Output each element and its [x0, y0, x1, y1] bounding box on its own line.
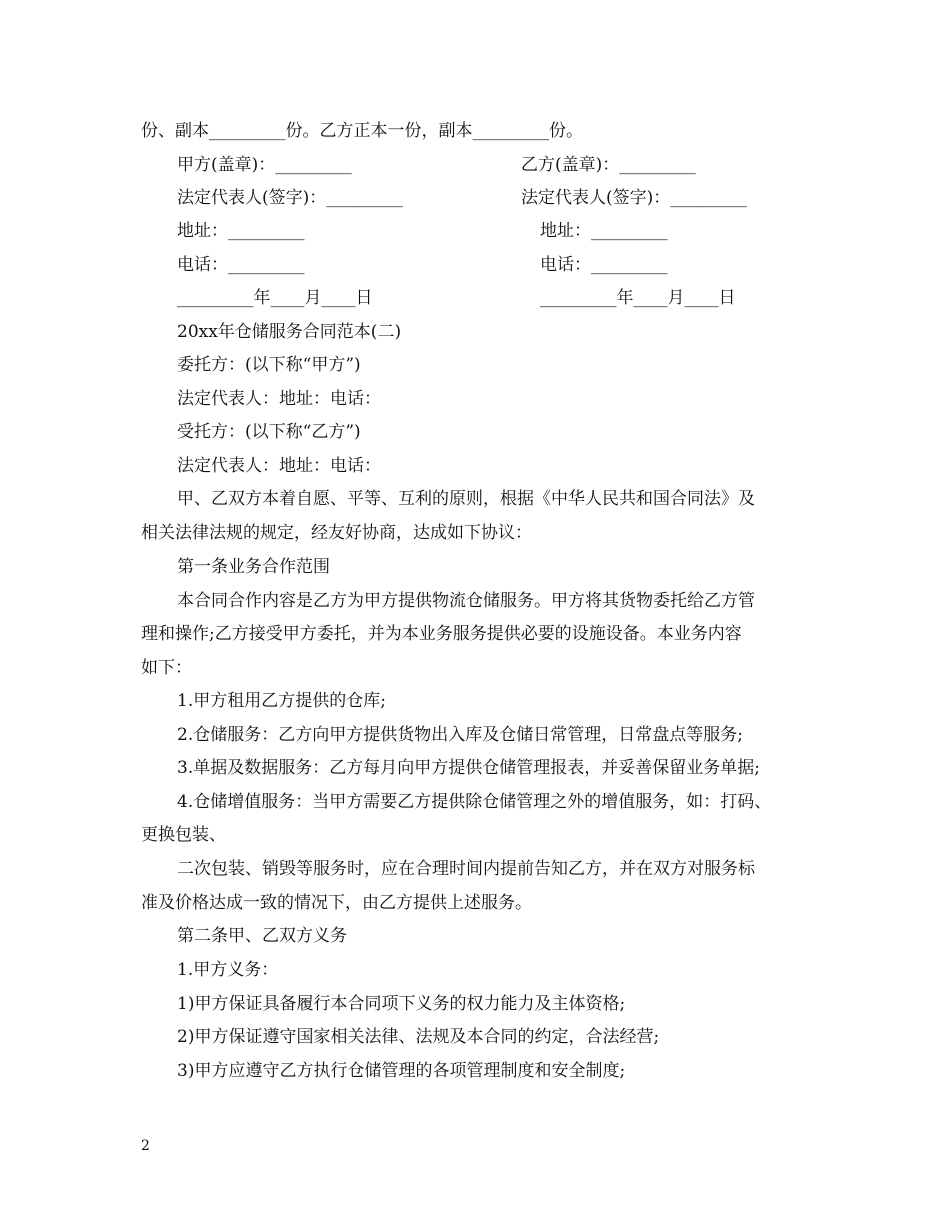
signature-party-a-phone: 电话：_________ — [177, 255, 305, 275]
list-item: 2.仓储服务：乙方向甲方提供货物出入库及仓储日常管理，日常盘点等服务; — [177, 725, 743, 745]
signature-party-a-date: _________年____月____日 — [177, 288, 373, 308]
article-heading: 第一条业务合作范围 — [177, 557, 330, 577]
text-line: 理和操作;乙方接受甲方委托，并为本业务服务提供必要的设施设备。本业务内容 — [141, 624, 742, 644]
text-line: 受托方：(以下称“乙方”) — [177, 422, 361, 442]
text-line: 法定代表人：地址：电话： — [177, 389, 381, 409]
text-line: 份、副本_________份。乙方正本一份，副本_________份。 — [141, 121, 583, 141]
list-item: 3.单据及数据服务：乙方每月向甲方提供仓储管理报表，并妥善保留业务单据; — [177, 758, 760, 778]
list-item: 3)甲方应遵守乙方执行仓储管理的各项管理制度和安全制度; — [177, 1061, 626, 1081]
section-title: 20xx年仓储服务合同范本(二) — [177, 322, 402, 342]
text-line: 准及价格达成一致的情况下，由乙方提供上述服务。 — [141, 893, 532, 913]
list-item: 1.甲方义务： — [177, 960, 279, 980]
text-line: 更换包装、 — [141, 825, 226, 845]
text-line: 本合同合作内容是乙方为甲方提供物流仓储服务。甲方将其货物委托给乙方管 — [177, 591, 755, 611]
signature-party-b-phone: 电话：_________ — [540, 255, 668, 275]
page-number: 2 — [141, 1138, 150, 1154]
list-item: 2)甲方保证遵守国家相关法律、法规及本合同的约定，合法经营; — [177, 1027, 660, 1047]
signature-party-b-rep: 法定代表人(签字)：_________ — [521, 188, 747, 208]
list-item: 1.甲方租用乙方提供的仓库; — [177, 691, 386, 711]
text-line: 如下： — [141, 658, 192, 678]
text-line: 法定代表人：地址：电话： — [177, 456, 381, 476]
signature-party-a-address: 地址：_________ — [177, 221, 305, 241]
text-line: 二次包装、销毁等服务时，应在合理时间内提前告知乙方，并在双方对服务标 — [177, 859, 755, 879]
list-item: 1)甲方保证具备履行本合同项下义务的权力能力及主体资格; — [177, 994, 626, 1014]
signature-party-a-rep: 法定代表人(签字)：_________ — [177, 188, 403, 208]
list-item: 4.仓储增值服务：当甲方需要乙方提供除仓储管理之外的增值服务，如：打码、 — [177, 792, 772, 812]
text-line: 委托方：(以下称“甲方”) — [177, 355, 361, 375]
text-line: 甲、乙双方本着自愿、平等、互利的原则，根据《中华人民共和国合同法》及 — [177, 489, 755, 509]
signature-party-b-address: 地址：_________ — [540, 221, 668, 241]
signature-party-a-seal: 甲方(盖章)：_________ — [177, 155, 352, 175]
article-heading: 第二条甲、乙双方义务 — [177, 926, 347, 946]
text-line: 相关法律法规的规定，经友好协商，达成如下协议： — [141, 523, 532, 543]
signature-party-b-date: _________年____月____日 — [540, 288, 736, 308]
signature-party-b-seal: 乙方(盖章)：_________ — [521, 155, 696, 175]
